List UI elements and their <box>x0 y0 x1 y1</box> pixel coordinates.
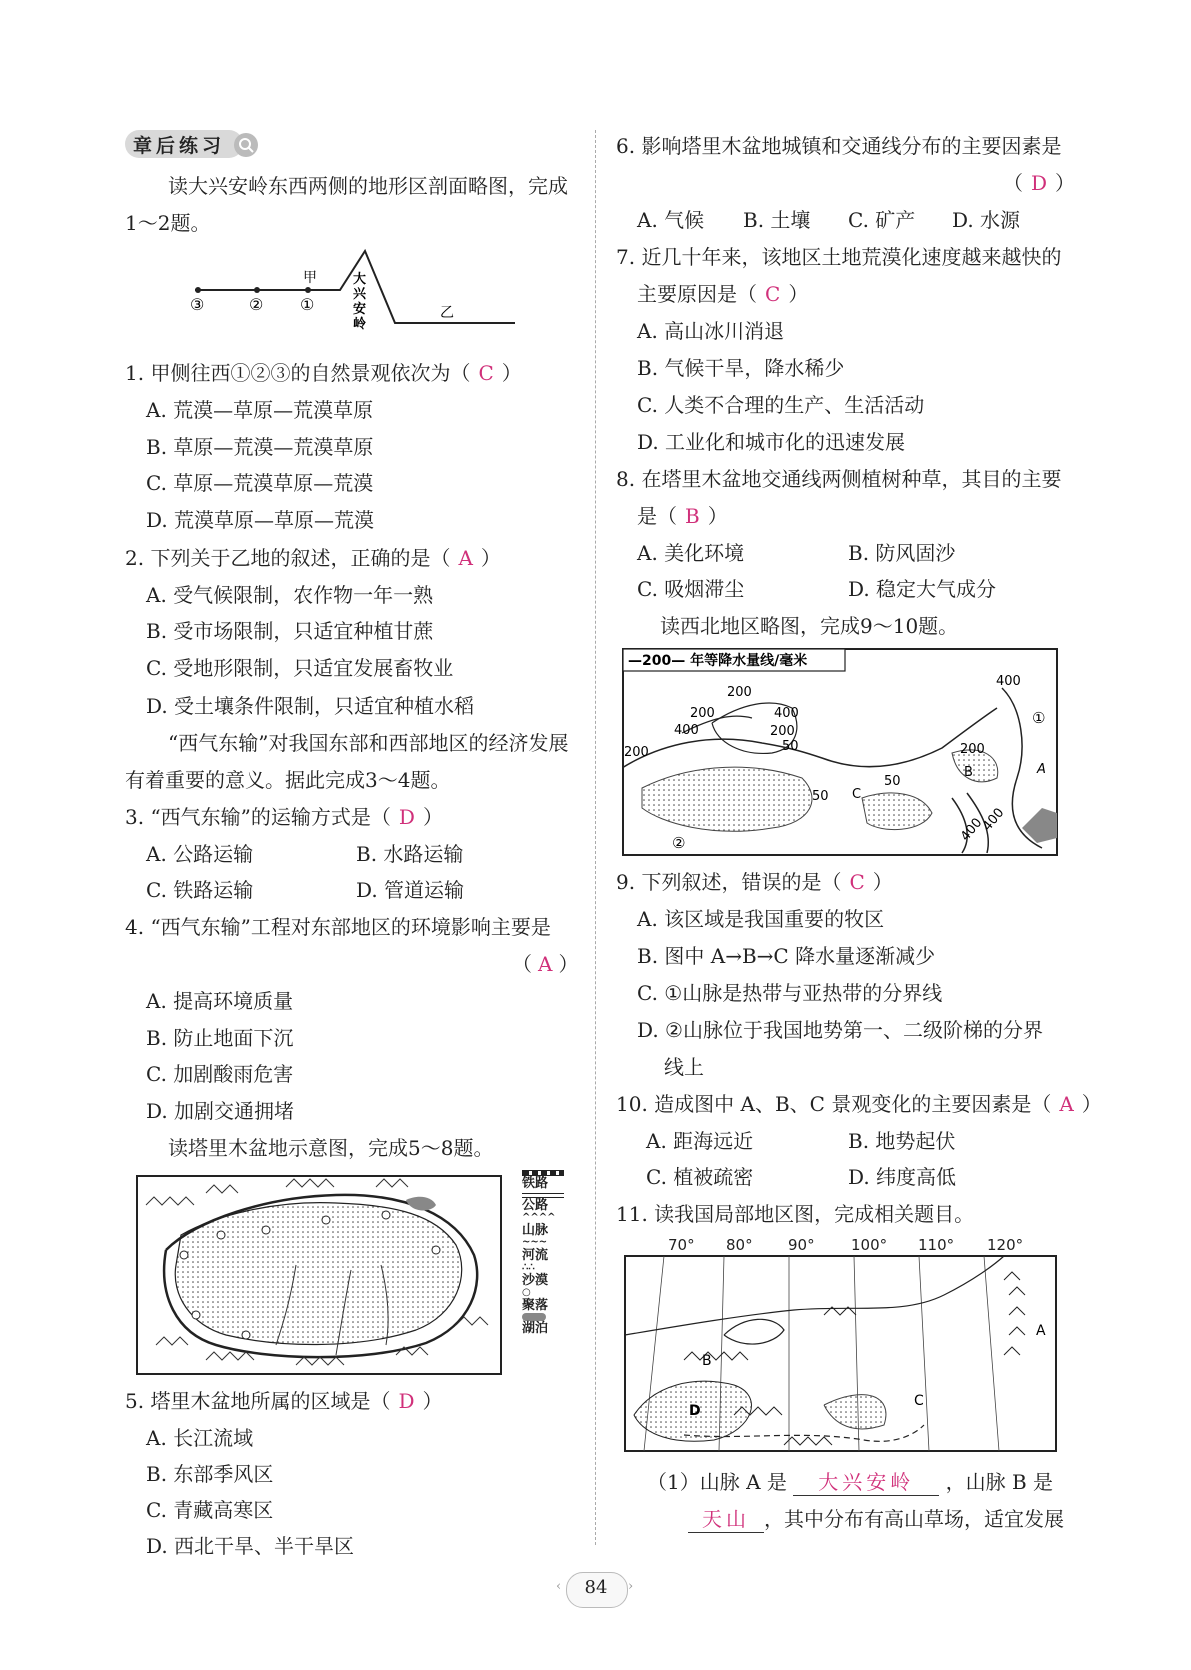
q3-option-b: B. 水路运输 <box>356 842 464 866</box>
q1-stem: 1. 甲侧往西①②③的自然景观依次为（ C ） <box>125 361 522 385</box>
q4-answer: A <box>538 952 553 976</box>
legend-river-icon: ~~~ <box>522 1237 548 1248</box>
label-jia: 甲 <box>303 270 317 286</box>
q3-option-a: A. 公路运输 <box>146 842 254 866</box>
page-number: 84 <box>584 1577 608 1598</box>
intro-text-1: 读大兴安岭东西两侧的地形区剖面略图，完成 <box>168 174 568 198</box>
q9-option-a: A. 该区域是我国重要的牧区 <box>637 907 885 931</box>
q1-answer: C <box>478 361 494 385</box>
label-mountain-1: 大 <box>353 272 367 287</box>
isohyet-label-400b: 400 <box>674 723 699 738</box>
label-mountain-2: 兴 <box>353 287 367 302</box>
legend-desert-label: 沙漠 <box>522 1273 549 1288</box>
q2-option-c: C. 受地形限制，只适宜发展畜牧业 <box>146 656 454 680</box>
lon-120: 120° <box>987 1236 1024 1254</box>
q9-stem: 9. 下列叙述，错误的是（ C ） <box>616 870 893 894</box>
label-mountain-4: 岭 <box>353 317 367 332</box>
q7-stem: 7. 近几十年来，该地区土地荒漠化速度越来越快的 <box>616 245 1062 269</box>
intro-text-2: “西气东输”对我国东部和西部地区的经济发展 <box>168 731 569 755</box>
legend-river-label: 河流 <box>522 1248 549 1263</box>
label-yi: 乙 <box>440 305 454 321</box>
isohyet-label-200c: 200 <box>624 745 649 760</box>
q10-option-b: B. 地势起伏 <box>848 1129 956 1153</box>
isohyet-label-400c: 400 <box>774 706 799 721</box>
q2-option-d: D. 受土壤条件限制，只适宜种植水稻 <box>146 694 475 718</box>
q9-option-b: B. 图中 A→B→C 降水量逐渐减少 <box>637 944 936 968</box>
isohyet-label-50b: 50 <box>884 774 901 789</box>
q7-option-b: B. 气候干旱，降水稀少 <box>637 356 845 380</box>
label-mountain-3: 安 <box>353 302 367 317</box>
q6-answer: D <box>1031 171 1048 195</box>
page-number-badge <box>556 1572 636 1612</box>
q2-answer: A <box>458 546 473 570</box>
label-circle-2: ② <box>672 834 686 852</box>
q11-1-blank-1[interactable]: 大兴安岭 <box>793 1466 939 1496</box>
search-icon <box>233 132 259 158</box>
isohyet-label-200b: 200 <box>690 706 715 721</box>
legend-mountain-label: 山脉 <box>522 1223 549 1238</box>
lon-70: 70° <box>668 1236 695 1254</box>
map3-label-D: D <box>689 1403 701 1419</box>
q6-option-d: D. 水源 <box>952 208 1021 232</box>
q1-option-c: C. 草原—荒漠草原—荒漠 <box>146 471 374 495</box>
q5-option-b: B. 东部季风区 <box>146 1462 274 1486</box>
profile-diagram <box>185 243 520 348</box>
isohyet-label-200a: 200 <box>727 685 752 700</box>
q8-option-c: C. 吸烟滞尘 <box>637 577 745 601</box>
q8-answer: B <box>685 504 700 528</box>
q9-option-d-cont: 线上 <box>664 1055 704 1079</box>
q11-1-line1: （1）山脉 A 是 大兴安岭 ，山脉 B 是 <box>647 1466 1053 1496</box>
q10-option-d: D. 纬度高低 <box>848 1165 957 1189</box>
isohyet-label-400a: 400 <box>996 674 1021 689</box>
q5-option-a: A. 长江流域 <box>146 1426 254 1450</box>
section-header <box>125 128 260 160</box>
lon-110: 110° <box>918 1236 955 1254</box>
legend-settlement-icon: ○ <box>522 1287 531 1298</box>
q11-1-blank-2[interactable]: 天山 <box>688 1503 764 1533</box>
label-A: A <box>1037 762 1046 777</box>
lon-80: 80° <box>726 1236 753 1254</box>
q10-stem: 10. 造成图中 A、B、C 景观变化的主要因素是（ A ） <box>616 1092 1102 1116</box>
map3-label-B: B <box>702 1353 712 1369</box>
q4-stem: 4. “西气东输”工程对东部地区的环境影响主要是 <box>125 915 551 939</box>
label-c1: ① <box>300 295 315 314</box>
legend-desert-icon: ∴∴ <box>522 1262 535 1273</box>
q4-option-c: C. 加剧酸雨危害 <box>146 1062 294 1086</box>
section-title: 章后练习 <box>133 135 226 157</box>
q3-option-c: C. 铁路运输 <box>146 878 254 902</box>
q7-answer: C <box>765 282 781 306</box>
column-divider <box>595 130 596 1545</box>
lon-90: 90° <box>788 1236 815 1254</box>
label-c3: ③ <box>190 295 205 314</box>
isohyet-label-200e: 200 <box>960 742 985 757</box>
q6-option-b: B. 土壤 <box>743 208 811 232</box>
q10-option-a: A. 距海远近 <box>646 1129 754 1153</box>
intro-text-2b: 有着重要的意义。据此完成3～4题。 <box>125 768 451 792</box>
q10-answer: A <box>1059 1092 1074 1116</box>
q6-stem: 6. 影响塔里木盆地城镇和交通线分布的主要因素是 <box>616 134 1062 158</box>
map3-label-C: C <box>914 1393 924 1409</box>
q9-answer: C <box>849 870 865 894</box>
q4-answer-paren: （ A ） <box>512 952 579 976</box>
q8-stem-2: 是（ B ） <box>637 504 728 528</box>
q4-option-d: D. 加剧交通拥堵 <box>146 1099 295 1123</box>
q1-option-d: D. 荒漠草原—草原—荒漠 <box>146 508 375 532</box>
q4-option-b: B. 防止地面下沉 <box>146 1026 294 1050</box>
legend-lake-icon <box>522 1313 546 1321</box>
q7-option-d: D. 工业化和城市化的迅速发展 <box>637 430 906 454</box>
q5-option-c: C. 青藏高寒区 <box>146 1498 274 1522</box>
intro-text-4: 读西北地区略图，完成9～10题。 <box>660 614 959 638</box>
regional-map <box>624 1255 1057 1452</box>
q1-option-b: B. 草原—荒漠—荒漠草原 <box>146 435 374 459</box>
isohyet-label-400e: 400 <box>979 805 1008 835</box>
q4-option-a: A. 提高环境质量 <box>146 989 294 1013</box>
q7-option-c: C. 人类不合理的生产、生活活动 <box>637 393 925 417</box>
q2-stem: 2. 下列关于乙地的叙述，正确的是（ A ） <box>125 546 501 570</box>
legend-road-label: 公路 <box>522 1198 549 1213</box>
q5-stem: 5. 塔里木盆地所属的区域是（ D ） <box>125 1389 443 1413</box>
q6-option-a: A. 气候 <box>637 208 705 232</box>
label-B: B <box>964 765 973 780</box>
q3-option-d: D. 管道运输 <box>356 878 465 902</box>
northwest-precipitation-map <box>622 648 1058 856</box>
chevron-left-icon: ‹ <box>556 1579 562 1594</box>
legend-settlement-label: 聚落 <box>522 1298 549 1313</box>
legend-railway-label: 铁路 <box>522 1176 549 1191</box>
isohyet-label-200d: 200 <box>770 724 795 739</box>
legend-lake-label: 湖泊 <box>522 1321 549 1336</box>
q8-option-a: A. 美化环境 <box>637 541 745 565</box>
q8-option-d: D. 稳定大气成分 <box>848 577 997 601</box>
chevron-right-icon: › <box>628 1579 634 1594</box>
map-legend <box>522 1170 564 1336</box>
isohyet-label-50a: 50 <box>782 739 799 754</box>
q11-stem: 11. 读我国局部地区图，完成相关题目。 <box>616 1202 975 1226</box>
tarim-basin-map <box>136 1175 502 1375</box>
intro-text-1b: 1～2题。 <box>125 211 211 235</box>
q7-stem-2: 主要原因是（ C ） <box>637 282 809 306</box>
q6-option-c: C. 矿产 <box>848 208 916 232</box>
label-c2: ② <box>249 295 264 314</box>
q6-answer-paren: （ D ） <box>1003 171 1076 195</box>
q9-option-c: C. ①山脉是热带与亚热带的分界线 <box>637 981 943 1005</box>
map3-label-A: A <box>1036 1323 1046 1339</box>
q5-answer: D <box>398 1389 415 1413</box>
q3-stem: 3. “西气东输”的运输方式是（ D ） <box>125 805 443 829</box>
isohyet-legend: —200— 年等降水量线/毫米 <box>628 653 808 669</box>
q8-option-b: B. 防风固沙 <box>848 541 956 565</box>
q7-option-a: A. 高山冰川消退 <box>637 319 785 343</box>
q9-option-d: D. ②山脉位于我国地势第一、二级阶梯的分界 <box>637 1018 1043 1042</box>
q10-option-c: C. 植被疏密 <box>646 1165 754 1189</box>
q2-option-a: A. 受气候限制，农作物一年一熟 <box>146 583 434 607</box>
isohyet-label-400d: 400 <box>957 815 986 845</box>
isohyet-label-50c: 50 <box>812 789 829 804</box>
q11-1-line2: 天山 ，其中分布有高山草场，适宜发展 <box>688 1503 1064 1533</box>
label-circle-1: ① <box>1032 709 1046 727</box>
q5-option-d: D. 西北干旱、半干旱区 <box>146 1534 355 1558</box>
q3-answer: D <box>398 805 415 829</box>
map3-longitude-labels <box>660 1236 1024 1256</box>
intro-text-3: 读塔里木盆地示意图，完成5～8题。 <box>168 1136 494 1160</box>
legend-mountain-icon: ^^^^ <box>522 1212 556 1223</box>
lon-100: 100° <box>851 1236 888 1254</box>
q1-option-a: A. 荒漠—草原—荒漠草原 <box>146 398 374 422</box>
q8-stem: 8. 在塔里木盆地交通线两侧植树种草，其目的主要 <box>616 467 1062 491</box>
q2-option-b: B. 受市场限制，只适宜种植甘蔗 <box>146 619 434 643</box>
label-C: C <box>852 787 862 802</box>
